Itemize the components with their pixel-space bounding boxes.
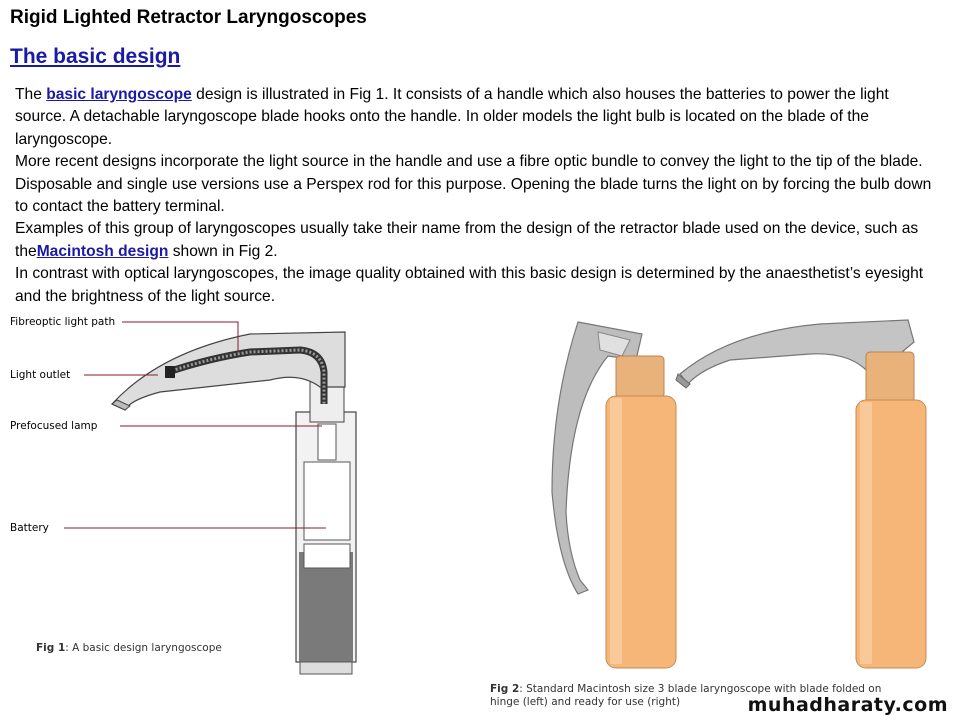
fig1-caption-text: : A basic design laryngoscope	[65, 642, 222, 654]
paragraph-1	[15, 84, 935, 151]
label-battery: Battery	[10, 522, 49, 534]
macintosh-laryngoscope-photo	[530, 312, 960, 682]
macintosh-design-link[interactable]: Macintosh design	[36, 242, 169, 260]
section-heading-link[interactable]: The basic design	[10, 45, 181, 68]
p3-rest: shown in Fig 2.	[168, 242, 278, 260]
label-light-outlet: Light outlet	[10, 369, 71, 381]
fig2-caption-text: : Standard Macintosh size 3 blade laryngoscope with blade folded on hinge (left) and ready for use (right)	[490, 683, 882, 708]
paragraph-2: More recent designs incorporate the light source in the handle and use a fibre optic bundle to convey the light to the tip of the blade. Disposable and single use versions use a Perspex rod for this purpose. Opening the blade turns the light on by forcing the bulb down to contact the battery terminal.	[15, 153, 932, 216]
label-fibreoptic-light-path: Fibreoptic light path	[10, 316, 116, 328]
fig1-caption-label: Fig 1	[36, 642, 66, 654]
figure-1	[0, 312, 400, 692]
p1-prefix: The	[15, 86, 47, 103]
p3-prefix: Examples of this group of laryngoscopes usually take their name from the design of the retractor blade used on the device, such as the	[15, 220, 919, 260]
p1-rest: design is illustrated in Fig 1. It consists of a handle which also houses the batteries to power the light source. A detachable laryngoscope blade hooks onto the handle. In older models the light bulb is located on the blade of the laryngoscope.	[15, 86, 889, 148]
body-text	[15, 84, 935, 308]
fig2-caption-label: Fig 2	[490, 683, 520, 695]
paragraph-4: In contrast with optical laryngoscopes, the image quality obtained with this basic design is determined by the anaesthetist’s eyesight and the brightness of the light source.	[15, 265, 924, 305]
page-title: Rigid Lighted Retractor Laryngoscopes	[10, 7, 367, 28]
paragraph-3	[15, 218, 935, 263]
figure-1-caption	[36, 642, 222, 655]
basic-laryngoscope-link[interactable]: basic laryngoscope	[46, 86, 192, 103]
label-prefocused-lamp: Prefocused lamp	[10, 420, 98, 432]
watermark: muhadharaty.com	[747, 694, 948, 716]
